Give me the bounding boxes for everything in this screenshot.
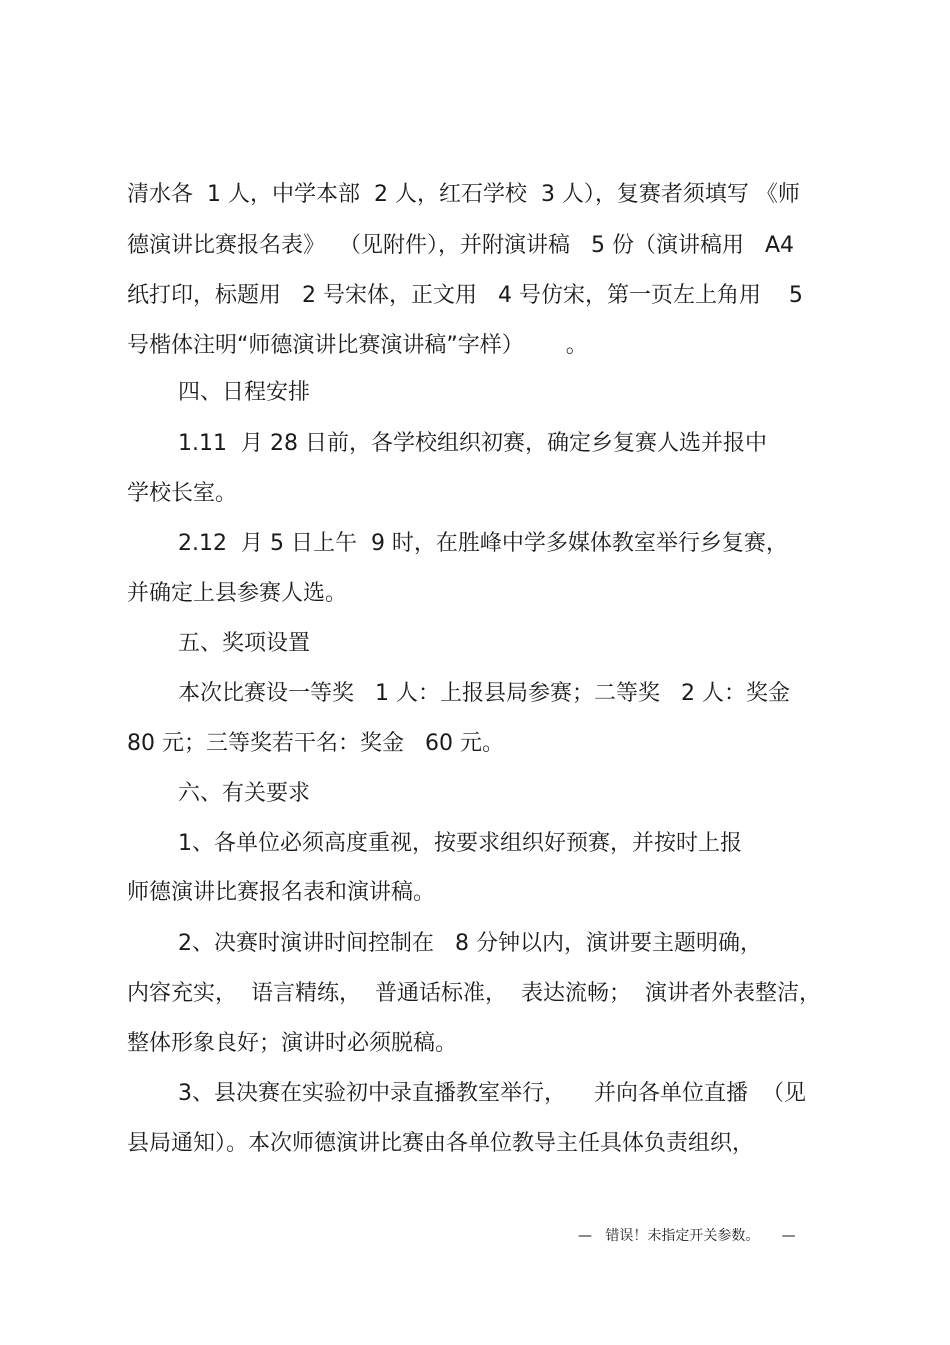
body-line: 内容充实， 语言精练， 普通话标准， 表达流畅； 演讲者外表整洁， xyxy=(127,981,821,1006)
body-line: 2、决赛时演讲时间控制在 8 分钟以内，演讲要主题明确， xyxy=(178,931,762,956)
body-line: 并确定上县参赛人选。 xyxy=(127,581,348,606)
page-footer: — 错误！未指定开关参数。 — xyxy=(578,1228,796,1244)
body-line: 号楷体注明“师德演讲比赛演讲稿”字样） 。 xyxy=(127,333,588,358)
section-heading: 五、奖项设置 xyxy=(178,631,311,656)
body-line: 1.11 月 28 日前，各学校组织初赛，确定乡复赛人选并报中 xyxy=(178,431,767,456)
section-heading: 六、有关要求 xyxy=(178,781,311,806)
body-line: 清水各 1 人，中学本部 2 人，红石学校 3 人），复赛者须填写 《师 xyxy=(127,182,800,207)
body-line: 纸打印，标题用 2 号宋体，正文用 4 号仿宋，第一页左上角用 5 xyxy=(127,283,803,308)
body-line: 1、各单位必须高度重视，按要求组织好预赛，并按时上报 xyxy=(178,831,742,856)
body-line: 2.12 月 5 日上午 9 时，在胜峰中学多媒体教室举行乡复赛， xyxy=(178,531,788,556)
body-line: 整体形象良好；演讲时必须脱稿。 xyxy=(127,1031,458,1056)
body-line: 本次比赛设一等奖 1 人：上报县局参赛；二等奖 2 人：奖金 xyxy=(178,681,790,706)
body-line: 德演讲比赛报名表》 （见附件），并附演讲稿 5 份（演讲稿用 A4 xyxy=(127,233,794,258)
section-heading: 四、日程安排 xyxy=(178,380,311,405)
body-line: 3、县决赛在实验初中录直播教室举行， 并向各单位直播 （见 xyxy=(178,1081,806,1106)
body-line: 县局通知）。本次师德演讲比赛由各单位教导主任具体负责组织， xyxy=(127,1131,755,1156)
body-line: 80 元；三等奖若干名：奖金 60 元。 xyxy=(127,731,504,756)
body-line: 学校长室。 xyxy=(127,481,238,506)
body-line: 师德演讲比赛报名表和演讲稿。 xyxy=(127,880,436,905)
